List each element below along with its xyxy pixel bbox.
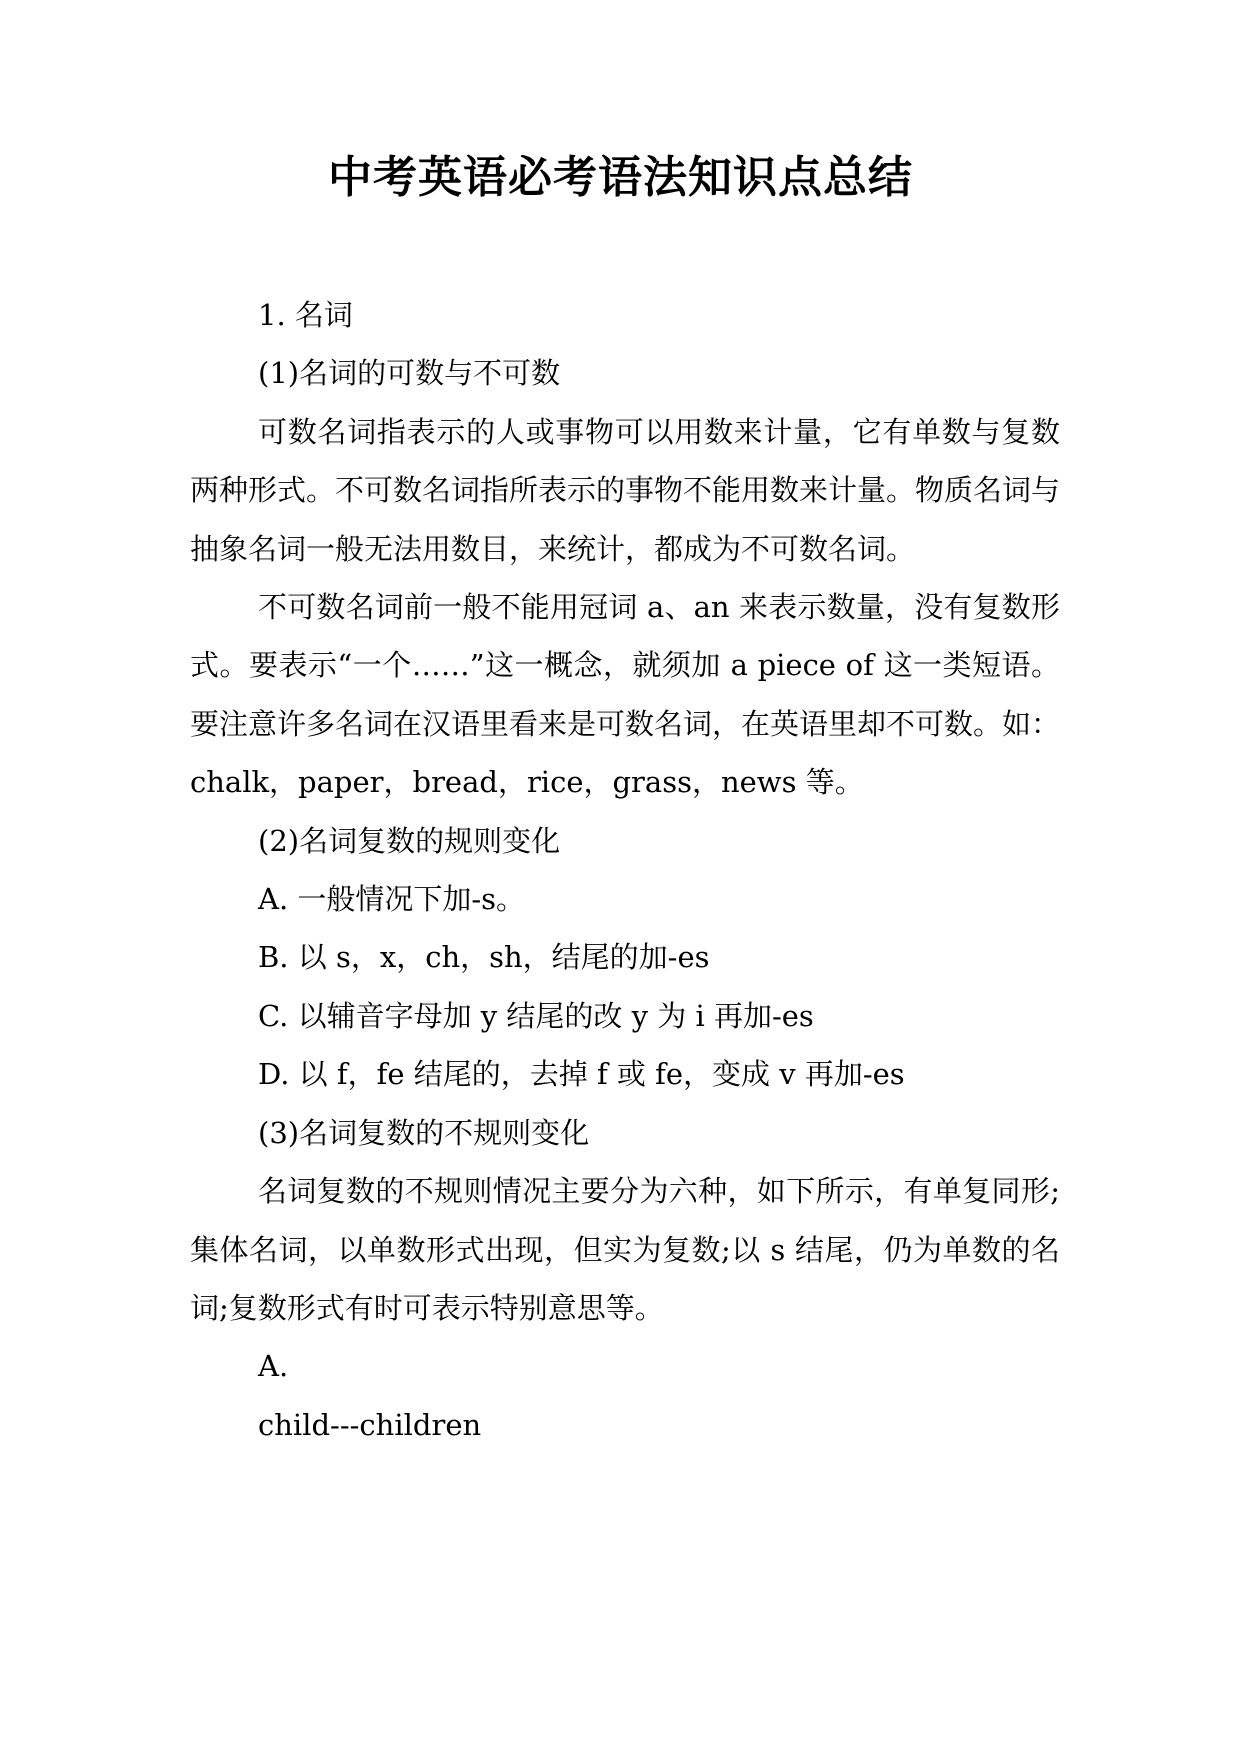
section-heading-nouns: 1. 名词 (258, 298, 353, 332)
subsection-heading-irregular-plural: (3)名词复数的不规则变化 (258, 1115, 590, 1150)
document-title: 中考英语必考语法知识点总结 (328, 152, 913, 203)
rule-item-c: C. 以辅音字母加 y 结尾的改 y 为 i 再加-es (258, 998, 814, 1033)
list-label-a: A. (258, 1349, 289, 1384)
example-child-children: child---children (258, 1407, 482, 1442)
paragraph-uncountable-usage: 不可数名词前一般不能用冠词 a、an 来表示数量，没有复数形式。要表示“一个……”这一概念，就须加 a piece of 这一类短语。要注意许多名词在汉语里看来是可数名词，在英语里却不可数。如：chalk，paper，bread，rice，grass，news 等。 (190, 590, 1061, 800)
paragraph-irregular-overview: 名词复数的不规则情况主要分为六种，如下所示，有单复同形;集体名词，以单数形式出现，但实为复数;以 s 结尾，仍为单数的名词;复数形式有时可表示特别意思等。 (190, 1174, 1060, 1325)
document-body (190, 286, 1060, 1454)
subsection-heading-regular-plural: (2)名词复数的规则变化 (258, 823, 561, 858)
subsection-heading-countable: (1)名词的可数与不可数 (258, 356, 561, 391)
rule-item-d: D. 以 f，fe 结尾的，去掉 f 或 fe，变成 v 再加-es (258, 1057, 905, 1092)
rule-item-b: B. 以 s，x，ch，sh，结尾的加-es (258, 940, 710, 975)
paragraph-countable-definition: 可数名词指表示的人或事物可以用数来计量，它有单数与复数两种形式。不可数名词指所表示的事物不能用数来计量。物质名词与抽象名词一般无法用数目，来统计，都成为不可数名词。 (190, 414, 1061, 566)
rule-item-a: A. 一般情况下加-s。 (258, 882, 526, 917)
